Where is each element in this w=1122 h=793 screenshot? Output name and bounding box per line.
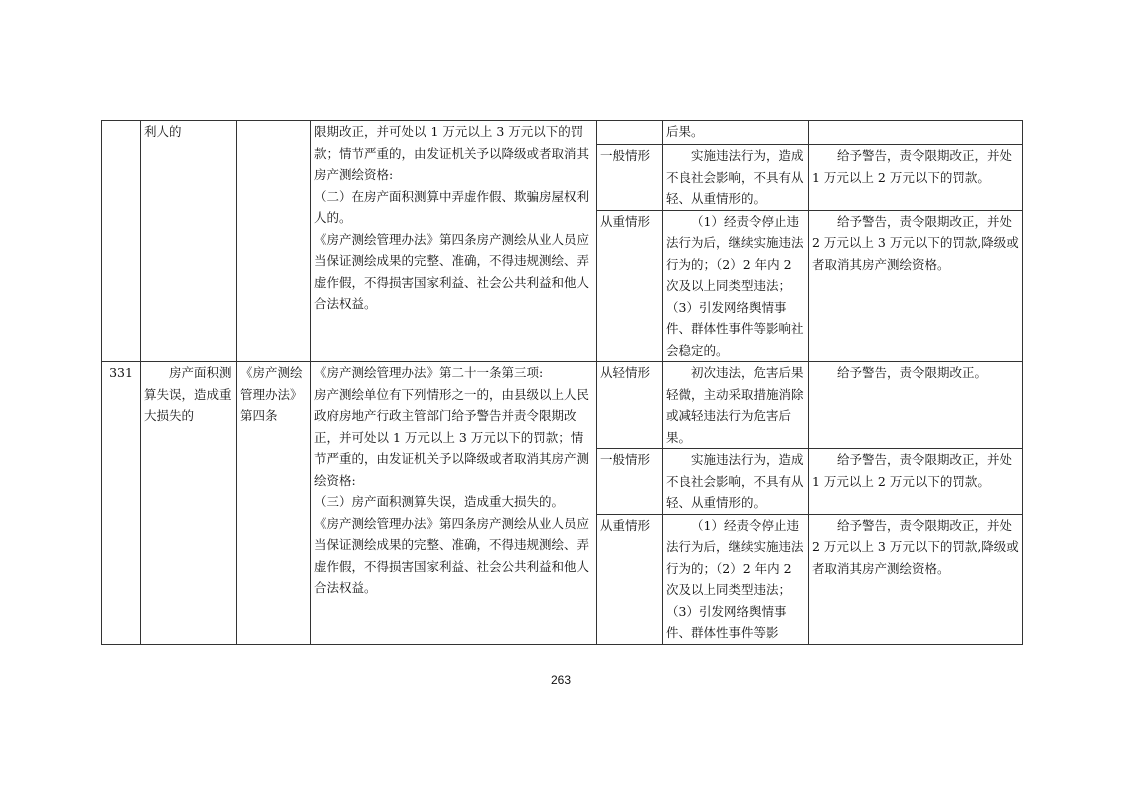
penalty-cell: 给予警告，责令限期改正，并处 1 万元以上 2 万元以下的罚款。 — [809, 145, 1023, 211]
law-cell — [237, 121, 311, 362]
facts-cell: 实施违法行为，造成不良社会影响，不具有从轻、从重情形的。 — [663, 145, 809, 211]
table-row — [102, 121, 1023, 145]
situation-cell — [597, 121, 663, 145]
situation-cell: 从重情形 — [597, 210, 663, 362]
legal-basis-cell — [311, 362, 597, 645]
legal-basis-line: （二）在房产面积测算中弄虚作假、欺骗房屋权利人的。 — [314, 188, 590, 225]
legal-basis-cell — [311, 121, 597, 362]
discretion-table — [101, 120, 1023, 645]
legal-basis-line: （三）房产面积测算失误，造成重大损失的。 — [314, 494, 565, 509]
legal-basis-line: 房产测绘单位有下列情形之一的，由县级以上人民政府房地产行政主管部门给予警告并责令限期改正，并可处以 1 万元以上 3 万元以下的罚款；情节严重的，由发证机关予以降级或者取消其房产测绘资格: — [314, 386, 590, 488]
page-number: 263 — [550, 673, 572, 687]
situation-cell: 一般情形 — [597, 449, 663, 515]
situation-cell: 从重情形 — [597, 514, 663, 644]
table-row — [102, 362, 1023, 449]
penalty-cell: 给予警告，责令限期改正，并处 2 万元以上 3 万元以下的罚款,降级或者取消其房产测绘资格。 — [809, 210, 1023, 362]
law-cell: 《房产测绘管理办法》第四条 — [237, 362, 311, 645]
penalty-cell: 给予警告，责令限期改正，并处 1 万元以上 2 万元以下的罚款。 — [809, 449, 1023, 515]
facts-cell: 初次违法，危害后果轻微，主动采取措施消除或减轻违法行为危害后果。 — [663, 362, 809, 449]
violation-item-cell: 利人的 — [141, 121, 237, 362]
legal-basis-line: 《房产测绘管理办法》第四条房产测绘从业人员应当保证测绘成果的完整、准确，不得违规测绘、弄虚作假，不得损害国家利益、社会公共利益和他人合法权益。 — [314, 515, 590, 595]
facts-cell: 实施违法行为，造成不良社会影响，不具有从轻、从重情形的。 — [663, 449, 809, 515]
penalty-cell: 给予警告，责令限期改正。 — [809, 362, 1023, 449]
facts-cell: （1）经责令停止违法行为后，继续实施违法行为的；（2）2 年内 2 次及以上同类型违法；（3）引发网络舆情事件、群体性事件等影响社会稳定的。 — [663, 210, 809, 362]
legal-basis-line: 《房产测绘管理办法》第二十一条第三项: — [314, 365, 544, 380]
penalty-cell — [809, 121, 1023, 145]
legal-basis-line: 《房产测绘管理办法》第四条房产测绘从业人员应当保证测绘成果的完整、准确，不得违规测绘、弄虚作假，不得损害国家利益、社会公共利益和他人合法权益。 — [314, 231, 590, 311]
row-number-cell — [102, 121, 141, 362]
row-number-cell: 331 — [102, 362, 141, 645]
situation-cell: 从轻情形 — [597, 362, 663, 449]
violation-item-cell: 房产面积测算失误，造成重大损失的 — [141, 362, 237, 645]
legal-basis-line: 限期改正，并可处以 1 万元以上 3 万元以下的罚款；情节严重的，由发证机关予以降级或者取消其房产测绘资格: — [314, 124, 590, 182]
situation-cell: 一般情形 — [597, 145, 663, 211]
facts-cell: （1）经责令停止违法行为后，继续实施违法行为的；（2）2 年内 2 次及以上同类型违法；（3）引发网络舆情事件、群体性事件等影 — [663, 514, 809, 644]
penalty-cell: 给予警告，责令限期改正，并处 2 万元以上 3 万元以下的罚款,降级或者取消其房产测绘资格。 — [809, 514, 1023, 644]
facts-cell: 后果。 — [663, 121, 809, 145]
